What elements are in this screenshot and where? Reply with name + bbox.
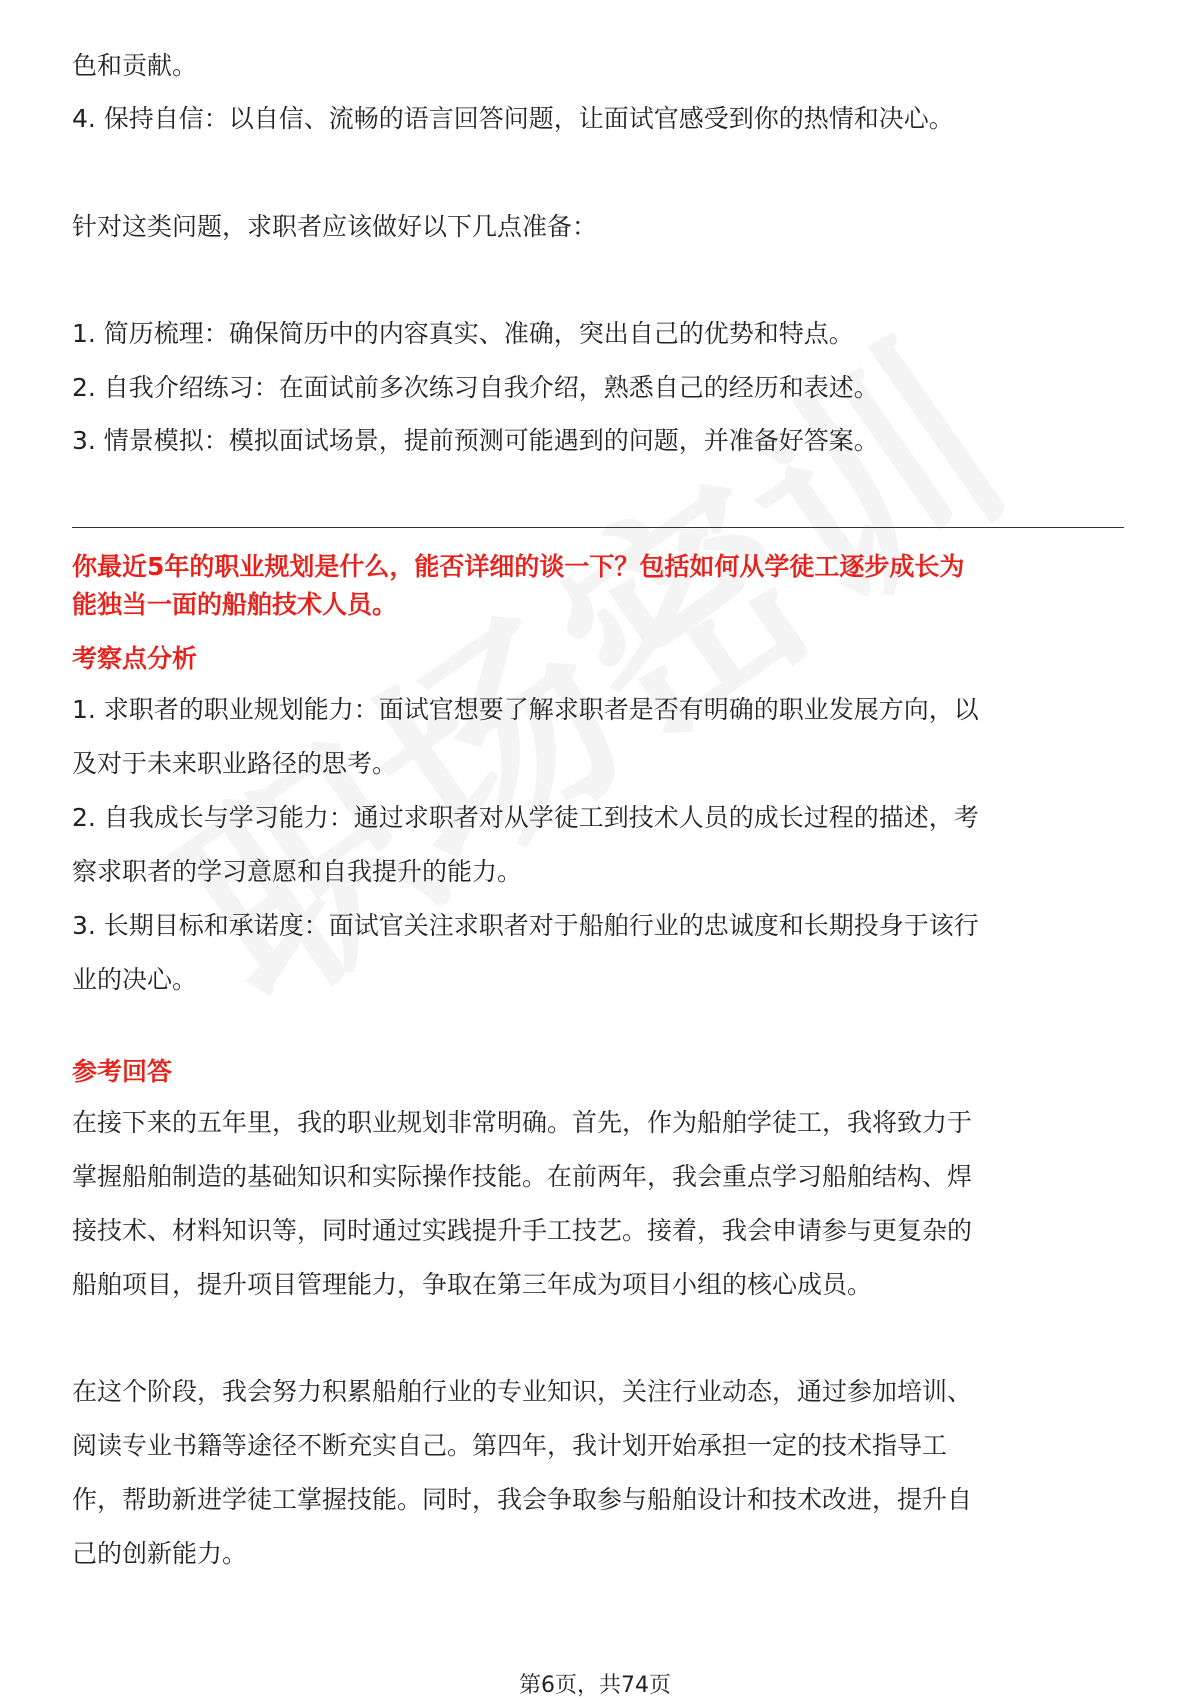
analysis-item-2-line-2: 察求职者的学习意愿和自我提升的能力。 xyxy=(72,857,523,886)
answer-p2-line-4: 己的创新能力。 xyxy=(72,1539,248,1568)
prep-item-1: 1. 简历梳理：确保简历中的内容真实、准确，突出自己的优势和特点。 xyxy=(72,319,854,348)
analysis-heading: 考察点分析 xyxy=(72,644,198,673)
answer-p1-line-2: 掌握船舶制造的基础知识和实际操作技能。在前两年，我会重点学习船舶结构、焊 xyxy=(72,1162,973,1191)
analysis-item-3-line-1: 3. 长期目标和承诺度：面试官关注求职者对于船舶行业的忠诚度和长期投身于该行 xyxy=(72,911,979,940)
analysis-item-1-line-2: 及对于未来职业路径的思考。 xyxy=(72,749,398,778)
tip-item-4: 4. 保持自信：以自信、流畅的语言回答问题，让面试官感受到你的热情和决心。 xyxy=(72,104,954,133)
question-title-line-2: 能独当一面的船舶技术人员。 xyxy=(72,590,398,619)
answer-p2-line-3: 作，帮助新进学徒工掌握技能。同时，我会争取参与船舶设计和技术改进，提升自 xyxy=(72,1485,973,1514)
answer-p2-line-1: 在这个阶段，我会努力积累船舶行业的专业知识，关注行业动态，通过参加培训、 xyxy=(72,1377,973,1406)
answer-p1-line-1: 在接下来的五年里，我的职业规划非常明确。首先，作为船舶学徒工，我将致力于 xyxy=(72,1108,973,1137)
analysis-item-3-line-2: 业的决心。 xyxy=(72,965,198,994)
prep-intro: 针对这类问题，求职者应该做好以下几点准备： xyxy=(72,212,598,241)
section-divider xyxy=(72,527,1124,528)
analysis-item-2-line-1: 2. 自我成长与学习能力：通过求职者对从学徒工到技术人员的成长过程的描述，考 xyxy=(72,803,979,832)
text-line: 色和贡献。 xyxy=(72,51,198,80)
answer-p1-line-3: 接技术、材料知识等，同时通过实践提升手工技艺。接着，我会申请参与更复杂的 xyxy=(72,1216,973,1245)
answer-p2-line-2: 阅读专业书籍等途径不断充实自己。第四年，我计划开始承担一定的技术指导工 xyxy=(72,1431,948,1460)
prep-item-3: 3. 情景模拟：模拟面试场景，提前预测可能遇到的问题，并准备好答案。 xyxy=(72,426,879,455)
answer-heading: 参考回答 xyxy=(72,1057,173,1086)
analysis-item-1-line-1: 1. 求职者的职业规划能力：面试官想要了解求职者是否有明确的职业发展方向，以 xyxy=(72,695,979,724)
answer-p1-line-4: 船舶项目，提升项目管理能力，争取在第三年成为项目小组的核心成员。 xyxy=(72,1270,873,1299)
prep-item-2: 2. 自我介绍练习：在面试前多次练习自我介绍，熟悉自己的经历和表述。 xyxy=(72,373,879,402)
question-title-line-1: 你最近5年的职业规划是什么，能否详细的谈一下？包括如何从学徒工逐步成长为 xyxy=(72,552,965,581)
page-number: 第6页，共74页 xyxy=(519,1673,671,1698)
